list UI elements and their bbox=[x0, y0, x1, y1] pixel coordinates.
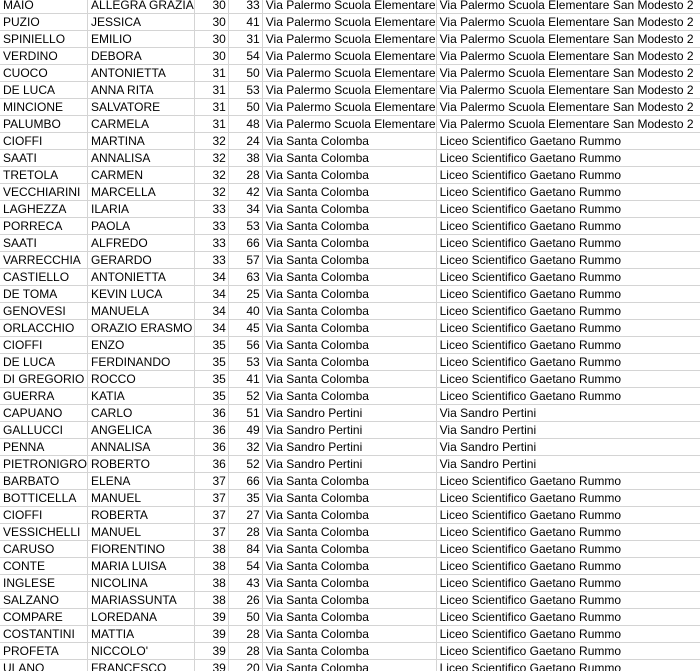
value-cell[interactable]: 54 bbox=[228, 48, 262, 65]
group-cell[interactable]: 34 bbox=[194, 286, 228, 303]
table-row bbox=[0, 218, 700, 235]
location-cell[interactable]: Liceo Scientifico Gaetano Rummo bbox=[436, 320, 700, 337]
location-cell[interactable]: Liceo Scientifico Gaetano Rummo bbox=[436, 201, 700, 218]
location-cell[interactable]: Via Palermo Scuola Elementare San Modesto 2 bbox=[436, 116, 700, 133]
address-cell[interactable]: Via Santa Colomba bbox=[262, 150, 436, 167]
address-cell[interactable]: Via Santa Colomba bbox=[262, 490, 436, 507]
address-cell[interactable]: Via Santa Colomba bbox=[262, 558, 436, 575]
group-cell[interactable]: 33 bbox=[194, 201, 228, 218]
table-row bbox=[0, 592, 700, 609]
table-row bbox=[0, 14, 700, 31]
group-cell[interactable]: 35 bbox=[194, 371, 228, 388]
table-row bbox=[0, 235, 700, 252]
group-cell[interactable]: 37 bbox=[194, 524, 228, 541]
location-cell[interactable]: Liceo Scientifico Gaetano Rummo bbox=[436, 524, 700, 541]
address-cell[interactable]: Via Santa Colomba bbox=[262, 133, 436, 150]
location-cell[interactable]: Liceo Scientifico Gaetano Rummo bbox=[436, 354, 700, 371]
surname-cell[interactable]: LAGHEZZA bbox=[0, 201, 88, 218]
group-cell[interactable]: 34 bbox=[194, 320, 228, 337]
location-cell[interactable]: Liceo Scientifico Gaetano Rummo bbox=[436, 592, 700, 609]
location-cell[interactable]: Liceo Scientifico Gaetano Rummo bbox=[436, 150, 700, 167]
location-cell[interactable]: Liceo Scientifico Gaetano Rummo bbox=[436, 371, 700, 388]
surname-cell[interactable]: CONTE bbox=[0, 558, 88, 575]
location-cell[interactable]: Via Palermo Scuola Elementare San Modesto 2 bbox=[436, 48, 700, 65]
address-cell[interactable]: Via Santa Colomba bbox=[262, 371, 436, 388]
table-row bbox=[0, 82, 700, 99]
value-cell[interactable]: 53 bbox=[228, 82, 262, 99]
surname-cell[interactable]: PUZIO bbox=[0, 14, 88, 31]
first-name-cell[interactable]: ILARIA bbox=[88, 201, 195, 218]
first-name-cell[interactable]: ANTONIETTA bbox=[88, 269, 195, 286]
surname-cell[interactable]: BOTTICELLA bbox=[0, 490, 88, 507]
address-cell[interactable]: Via Santa Colomba bbox=[262, 592, 436, 609]
table-row bbox=[0, 490, 700, 507]
value-cell[interactable]: 32 bbox=[228, 439, 262, 456]
first-name-cell[interactable]: EMILIO bbox=[88, 31, 195, 48]
group-cell[interactable]: 31 bbox=[194, 116, 228, 133]
group-cell[interactable]: 30 bbox=[194, 31, 228, 48]
address-cell[interactable]: Via Santa Colomba bbox=[262, 303, 436, 320]
table-row bbox=[0, 575, 700, 592]
first-name-cell[interactable]: FERDINANDO bbox=[88, 354, 195, 371]
surname-cell[interactable]: PORRECA bbox=[0, 218, 88, 235]
address-cell[interactable]: Via Palermo Scuola Elementare bbox=[262, 0, 436, 14]
group-cell[interactable]: 34 bbox=[194, 269, 228, 286]
group-cell[interactable]: 32 bbox=[194, 133, 228, 150]
table-row bbox=[0, 133, 700, 150]
first-name-cell[interactable]: ELENA bbox=[88, 473, 195, 490]
group-cell[interactable]: 37 bbox=[194, 507, 228, 524]
location-cell[interactable]: Via Sandro Pertini bbox=[436, 456, 700, 473]
location-cell[interactable]: Via Palermo Scuola Elementare San Modesto 2 bbox=[436, 99, 700, 116]
table-row bbox=[0, 31, 700, 48]
address-cell[interactable]: Via Santa Colomba bbox=[262, 201, 436, 218]
address-cell[interactable]: Via Santa Colomba bbox=[262, 473, 436, 490]
surname-cell[interactable]: CUOCO bbox=[0, 65, 88, 82]
first-name-cell[interactable]: NICOLINA bbox=[88, 575, 195, 592]
address-cell[interactable]: Via Santa Colomba bbox=[262, 507, 436, 524]
value-cell[interactable]: 24 bbox=[228, 133, 262, 150]
first-name-cell[interactable]: MARCELLA bbox=[88, 184, 195, 201]
table-row bbox=[0, 643, 700, 660]
value-cell[interactable]: 45 bbox=[228, 320, 262, 337]
surname-cell[interactable]: SAATI bbox=[0, 150, 88, 167]
location-cell[interactable]: Via Palermo Scuola Elementare San Modesto 2 bbox=[436, 65, 700, 82]
value-cell[interactable]: 50 bbox=[228, 609, 262, 626]
surname-cell[interactable]: GENOVESI bbox=[0, 303, 88, 320]
value-cell[interactable]: 66 bbox=[228, 473, 262, 490]
location-cell[interactable]: Liceo Scientifico Gaetano Rummo bbox=[436, 252, 700, 269]
address-cell[interactable]: Via Santa Colomba bbox=[262, 541, 436, 558]
surname-cell[interactable]: PROFETA bbox=[0, 643, 88, 660]
first-name-cell[interactable]: MANUEL bbox=[88, 490, 195, 507]
table-row bbox=[0, 184, 700, 201]
table-row bbox=[0, 269, 700, 286]
table-row bbox=[0, 337, 700, 354]
first-name-cell[interactable]: ANNALISA bbox=[88, 150, 195, 167]
table-row bbox=[0, 99, 700, 116]
value-cell[interactable]: 54 bbox=[228, 558, 262, 575]
value-cell[interactable]: 41 bbox=[228, 371, 262, 388]
table-row bbox=[0, 524, 700, 541]
group-cell[interactable]: 36 bbox=[194, 422, 228, 439]
group-cell[interactable]: 37 bbox=[194, 473, 228, 490]
value-cell[interactable]: 34 bbox=[228, 201, 262, 218]
first-name-cell[interactable]: MARIASSUNTA bbox=[88, 592, 195, 609]
surname-cell[interactable]: CIOFFI bbox=[0, 133, 88, 150]
table-row bbox=[0, 252, 700, 269]
first-name-cell[interactable]: LOREDANA bbox=[88, 609, 195, 626]
surname-cell[interactable]: GUERRA bbox=[0, 388, 88, 405]
address-cell[interactable]: Via Santa Colomba bbox=[262, 626, 436, 643]
value-cell[interactable]: 56 bbox=[228, 337, 262, 354]
table-row bbox=[0, 150, 700, 167]
value-cell[interactable]: 50 bbox=[228, 99, 262, 116]
value-cell[interactable]: 28 bbox=[228, 524, 262, 541]
address-cell[interactable]: Via Santa Colomba bbox=[262, 252, 436, 269]
first-name-cell[interactable]: ANNALISA bbox=[88, 439, 195, 456]
group-cell[interactable]: 31 bbox=[194, 99, 228, 116]
table-row bbox=[0, 320, 700, 337]
group-cell[interactable]: 35 bbox=[194, 354, 228, 371]
address-cell[interactable]: Via Palermo Scuola Elementare bbox=[262, 65, 436, 82]
first-name-cell[interactable]: ANTONIETTA bbox=[88, 65, 195, 82]
first-name-cell[interactable]: CARMEN bbox=[88, 167, 195, 184]
group-cell[interactable]: 38 bbox=[194, 592, 228, 609]
group-cell[interactable]: 33 bbox=[194, 252, 228, 269]
address-cell[interactable]: Via Santa Colomba bbox=[262, 643, 436, 660]
group-cell[interactable]: 39 bbox=[194, 626, 228, 643]
group-cell[interactable]: 38 bbox=[194, 541, 228, 558]
table-row bbox=[0, 422, 700, 439]
group-cell[interactable]: 32 bbox=[194, 184, 228, 201]
value-cell[interactable]: 28 bbox=[228, 167, 262, 184]
address-cell[interactable]: Via Santa Colomba bbox=[262, 388, 436, 405]
surname-cell[interactable]: DE TOMA bbox=[0, 286, 88, 303]
surname-cell[interactable]: SAATI bbox=[0, 235, 88, 252]
surname-cell[interactable]: GALLUCCI bbox=[0, 422, 88, 439]
value-cell[interactable]: 35 bbox=[228, 490, 262, 507]
surname-cell[interactable]: SPINIELLO bbox=[0, 31, 88, 48]
surname-cell[interactable]: CARUSO bbox=[0, 541, 88, 558]
table-row bbox=[0, 116, 700, 133]
value-cell[interactable]: 20 bbox=[228, 660, 262, 671]
group-cell[interactable]: 36 bbox=[194, 456, 228, 473]
group-cell[interactable]: 31 bbox=[194, 65, 228, 82]
surname-cell[interactable]: PENNA bbox=[0, 439, 88, 456]
first-name-cell[interactable]: ENZO bbox=[88, 337, 195, 354]
address-cell[interactable]: Via Santa Colomba bbox=[262, 184, 436, 201]
table-row bbox=[0, 48, 700, 65]
table-row bbox=[0, 456, 700, 473]
surname-cell[interactable]: COSTANTINI bbox=[0, 626, 88, 643]
surname-cell[interactable]: DE LUCA bbox=[0, 82, 88, 99]
surname-cell[interactable]: TRETOLA bbox=[0, 167, 88, 184]
first-name-cell[interactable]: KEVIN LUCA bbox=[88, 286, 195, 303]
table-row bbox=[0, 167, 700, 184]
first-name-cell[interactable]: ALLEGRA GRAZIA bbox=[88, 0, 195, 14]
value-cell[interactable]: 66 bbox=[228, 235, 262, 252]
first-name-cell[interactable]: MATTIA bbox=[88, 626, 195, 643]
address-cell[interactable]: Via Santa Colomba bbox=[262, 269, 436, 286]
address-cell[interactable]: Via Santa Colomba bbox=[262, 235, 436, 252]
first-name-cell[interactable]: NICCOLO' bbox=[88, 643, 195, 660]
surname-cell[interactable]: CASTIELLO bbox=[0, 269, 88, 286]
value-cell[interactable]: 28 bbox=[228, 643, 262, 660]
value-cell[interactable]: 63 bbox=[228, 269, 262, 286]
surname-cell[interactable]: MINCIONE bbox=[0, 99, 88, 116]
location-cell[interactable]: Liceo Scientifico Gaetano Rummo bbox=[436, 660, 700, 671]
location-cell[interactable]: Via Sandro Pertini bbox=[436, 405, 700, 422]
table-row bbox=[0, 303, 700, 320]
surname-cell[interactable]: DE LUCA bbox=[0, 354, 88, 371]
table-row bbox=[0, 473, 700, 490]
address-cell[interactable]: Via Santa Colomba bbox=[262, 218, 436, 235]
value-cell[interactable]: 40 bbox=[228, 303, 262, 320]
table-row bbox=[0, 558, 700, 575]
address-cell[interactable]: Via Palermo Scuola Elementare bbox=[262, 14, 436, 31]
group-cell[interactable]: 30 bbox=[194, 14, 228, 31]
value-cell[interactable]: 26 bbox=[228, 592, 262, 609]
first-name-cell[interactable]: SALVATORE bbox=[88, 99, 195, 116]
value-cell[interactable]: 41 bbox=[228, 14, 262, 31]
group-cell[interactable]: 31 bbox=[194, 82, 228, 99]
value-cell[interactable]: 27 bbox=[228, 507, 262, 524]
table-row bbox=[0, 541, 700, 558]
address-cell[interactable]: Via Sandro Pertini bbox=[262, 456, 436, 473]
address-cell[interactable]: Via Santa Colomba bbox=[262, 660, 436, 671]
address-cell[interactable]: Via Palermo Scuola Elementare bbox=[262, 116, 436, 133]
address-cell[interactable]: Via Santa Colomba bbox=[262, 320, 436, 337]
surname-cell[interactable]: VARRECCHIA bbox=[0, 252, 88, 269]
group-cell[interactable]: 32 bbox=[194, 167, 228, 184]
first-name-cell[interactable]: FIORENTINO bbox=[88, 541, 195, 558]
first-name-cell[interactable]: ALFREDO bbox=[88, 235, 195, 252]
first-name-cell[interactable]: ROCCO bbox=[88, 371, 195, 388]
location-cell[interactable]: Liceo Scientifico Gaetano Rummo bbox=[436, 286, 700, 303]
address-cell[interactable]: Via Palermo Scuola Elementare bbox=[262, 82, 436, 99]
table-row bbox=[0, 286, 700, 303]
first-name-cell[interactable]: MANUELA bbox=[88, 303, 195, 320]
surname-cell[interactable]: PALUMBO bbox=[0, 116, 88, 133]
value-cell[interactable]: 43 bbox=[228, 575, 262, 592]
location-cell[interactable]: Via Palermo Scuola Elementare San Modesto 2 bbox=[436, 14, 700, 31]
surname-cell[interactable]: VECCHIARINI bbox=[0, 184, 88, 201]
surname-cell[interactable]: DI GREGORIO bbox=[0, 371, 88, 388]
address-cell[interactable]: Via Santa Colomba bbox=[262, 609, 436, 626]
surname-cell[interactable]: CAPUANO bbox=[0, 405, 88, 422]
first-name-cell[interactable]: MARTINA bbox=[88, 133, 195, 150]
location-cell[interactable]: Via Sandro Pertini bbox=[436, 439, 700, 456]
address-cell[interactable]: Via Sandro Pertini bbox=[262, 439, 436, 456]
location-cell[interactable]: Liceo Scientifico Gaetano Rummo bbox=[436, 235, 700, 252]
table-row bbox=[0, 609, 700, 626]
location-cell[interactable]: Liceo Scientifico Gaetano Rummo bbox=[436, 541, 700, 558]
table-row bbox=[0, 626, 700, 643]
value-cell[interactable]: 42 bbox=[228, 184, 262, 201]
value-cell[interactable]: 53 bbox=[228, 354, 262, 371]
table-row bbox=[0, 388, 700, 405]
location-cell[interactable]: Liceo Scientifico Gaetano Rummo bbox=[436, 167, 700, 184]
group-cell[interactable]: 32 bbox=[194, 150, 228, 167]
group-cell[interactable]: 35 bbox=[194, 337, 228, 354]
table-row bbox=[0, 660, 700, 671]
first-name-cell[interactable]: FRANCESCO bbox=[88, 660, 195, 671]
surname-cell[interactable]: CIOFFI bbox=[0, 337, 88, 354]
first-name-cell[interactable]: ORAZIO ERASMO bbox=[88, 320, 195, 337]
group-cell[interactable]: 33 bbox=[194, 235, 228, 252]
location-cell[interactable]: Liceo Scientifico Gaetano Rummo bbox=[436, 626, 700, 643]
address-cell[interactable]: Via Sandro Pertini bbox=[262, 405, 436, 422]
value-cell[interactable]: 48 bbox=[228, 116, 262, 133]
location-cell[interactable]: Liceo Scientifico Gaetano Rummo bbox=[436, 388, 700, 405]
table-row bbox=[0, 405, 700, 422]
surname-cell[interactable]: BARBATO bbox=[0, 473, 88, 490]
surname-cell[interactable]: SALZANO bbox=[0, 592, 88, 609]
location-cell[interactable]: Via Palermo Scuola Elementare San Modesto 2 bbox=[436, 0, 700, 14]
table-row bbox=[0, 65, 700, 82]
first-name-cell[interactable]: GERARDO bbox=[88, 252, 195, 269]
address-cell[interactable]: Via Sandro Pertini bbox=[262, 422, 436, 439]
first-name-cell[interactable]: ROBERTA bbox=[88, 507, 195, 524]
first-name-cell[interactable]: MANUEL bbox=[88, 524, 195, 541]
location-cell[interactable]: Liceo Scientifico Gaetano Rummo bbox=[436, 490, 700, 507]
address-cell[interactable]: Via Palermo Scuola Elementare bbox=[262, 48, 436, 65]
value-cell[interactable]: 53 bbox=[228, 218, 262, 235]
group-cell[interactable]: 37 bbox=[194, 490, 228, 507]
value-cell[interactable]: 57 bbox=[228, 252, 262, 269]
group-cell[interactable]: 39 bbox=[194, 609, 228, 626]
value-cell[interactable]: 38 bbox=[228, 150, 262, 167]
table-row bbox=[0, 507, 700, 524]
location-cell[interactable]: Via Palermo Scuola Elementare San Modesto 2 bbox=[436, 82, 700, 99]
value-cell[interactable]: 84 bbox=[228, 541, 262, 558]
surname-cell[interactable]: ORLACCHIO bbox=[0, 320, 88, 337]
surname-cell[interactable]: COMPARE bbox=[0, 609, 88, 626]
location-cell[interactable]: Liceo Scientifico Gaetano Rummo bbox=[436, 184, 700, 201]
group-cell[interactable]: 33 bbox=[194, 218, 228, 235]
surname-cell[interactable]: VESSICHELLI bbox=[0, 524, 88, 541]
location-cell[interactable]: Liceo Scientifico Gaetano Rummo bbox=[436, 133, 700, 150]
location-cell[interactable]: Via Palermo Scuola Elementare San Modesto 2 bbox=[436, 31, 700, 48]
first-name-cell[interactable]: ROBERTO bbox=[88, 456, 195, 473]
table-row bbox=[0, 371, 700, 388]
group-cell[interactable]: 30 bbox=[194, 48, 228, 65]
group-cell[interactable]: 38 bbox=[194, 575, 228, 592]
address-cell[interactable]: Via Palermo Scuola Elementare bbox=[262, 31, 436, 48]
surname-cell[interactable]: INGLESE bbox=[0, 575, 88, 592]
address-cell[interactable]: Via Santa Colomba bbox=[262, 337, 436, 354]
group-cell[interactable]: 39 bbox=[194, 643, 228, 660]
first-name-cell[interactable]: DEBORA bbox=[88, 48, 195, 65]
address-cell[interactable]: Via Santa Colomba bbox=[262, 167, 436, 184]
group-cell[interactable]: 39 bbox=[194, 660, 228, 671]
value-cell[interactable]: 33 bbox=[228, 0, 262, 14]
group-cell[interactable]: 36 bbox=[194, 405, 228, 422]
group-cell[interactable]: 35 bbox=[194, 388, 228, 405]
address-cell[interactable]: Via Santa Colomba bbox=[262, 575, 436, 592]
first-name-cell[interactable]: CARLO bbox=[88, 405, 195, 422]
group-cell[interactable]: 38 bbox=[194, 558, 228, 575]
value-cell[interactable]: 28 bbox=[228, 626, 262, 643]
location-cell[interactable]: Liceo Scientifico Gaetano Rummo bbox=[436, 218, 700, 235]
location-cell[interactable]: Liceo Scientifico Gaetano Rummo bbox=[436, 558, 700, 575]
location-cell[interactable]: Liceo Scientifico Gaetano Rummo bbox=[436, 643, 700, 660]
surname-cell[interactable]: CIOFFI bbox=[0, 507, 88, 524]
first-name-cell[interactable]: ANGELICA bbox=[88, 422, 195, 439]
location-cell[interactable]: Liceo Scientifico Gaetano Rummo bbox=[436, 609, 700, 626]
group-cell[interactable]: 36 bbox=[194, 439, 228, 456]
first-name-cell[interactable]: CARMELA bbox=[88, 116, 195, 133]
first-name-cell[interactable]: PAOLA bbox=[88, 218, 195, 235]
group-cell[interactable]: 34 bbox=[194, 303, 228, 320]
first-name-cell[interactable]: ANNA RITA bbox=[88, 82, 195, 99]
surname-cell[interactable]: ULANO bbox=[0, 660, 88, 671]
address-cell[interactable]: Via Santa Colomba bbox=[262, 286, 436, 303]
location-cell[interactable]: Liceo Scientifico Gaetano Rummo bbox=[436, 507, 700, 524]
value-cell[interactable]: 50 bbox=[228, 65, 262, 82]
value-cell[interactable]: 51 bbox=[228, 405, 262, 422]
location-cell[interactable]: Liceo Scientifico Gaetano Rummo bbox=[436, 269, 700, 286]
table-row bbox=[0, 201, 700, 218]
value-cell[interactable]: 49 bbox=[228, 422, 262, 439]
surname-cell[interactable]: MAIO bbox=[0, 0, 88, 14]
location-cell[interactable]: Via Sandro Pertini bbox=[436, 422, 700, 439]
value-cell[interactable]: 52 bbox=[228, 388, 262, 405]
value-cell[interactable]: 52 bbox=[228, 456, 262, 473]
table-row bbox=[0, 439, 700, 456]
first-name-cell[interactable]: MARIA LUISA bbox=[88, 558, 195, 575]
location-cell[interactable]: Liceo Scientifico Gaetano Rummo bbox=[436, 473, 700, 490]
table-row bbox=[0, 354, 700, 371]
group-cell[interactable]: 30 bbox=[194, 0, 228, 14]
value-cell[interactable]: 31 bbox=[228, 31, 262, 48]
address-cell[interactable]: Via Palermo Scuola Elementare bbox=[262, 99, 436, 116]
value-cell[interactable]: 25 bbox=[228, 286, 262, 303]
location-cell[interactable]: Liceo Scientifico Gaetano Rummo bbox=[436, 575, 700, 592]
surname-cell[interactable]: VERDINO bbox=[0, 48, 88, 65]
address-cell[interactable]: Via Santa Colomba bbox=[262, 524, 436, 541]
surname-cell[interactable]: PIETRONIGRO bbox=[0, 456, 88, 473]
location-cell[interactable]: Liceo Scientifico Gaetano Rummo bbox=[436, 337, 700, 354]
first-name-cell[interactable]: JESSICA bbox=[88, 14, 195, 31]
table-row bbox=[0, 0, 700, 14]
first-name-cell[interactable]: KATIA bbox=[88, 388, 195, 405]
address-cell[interactable]: Via Santa Colomba bbox=[262, 354, 436, 371]
location-cell[interactable]: Liceo Scientifico Gaetano Rummo bbox=[436, 303, 700, 320]
